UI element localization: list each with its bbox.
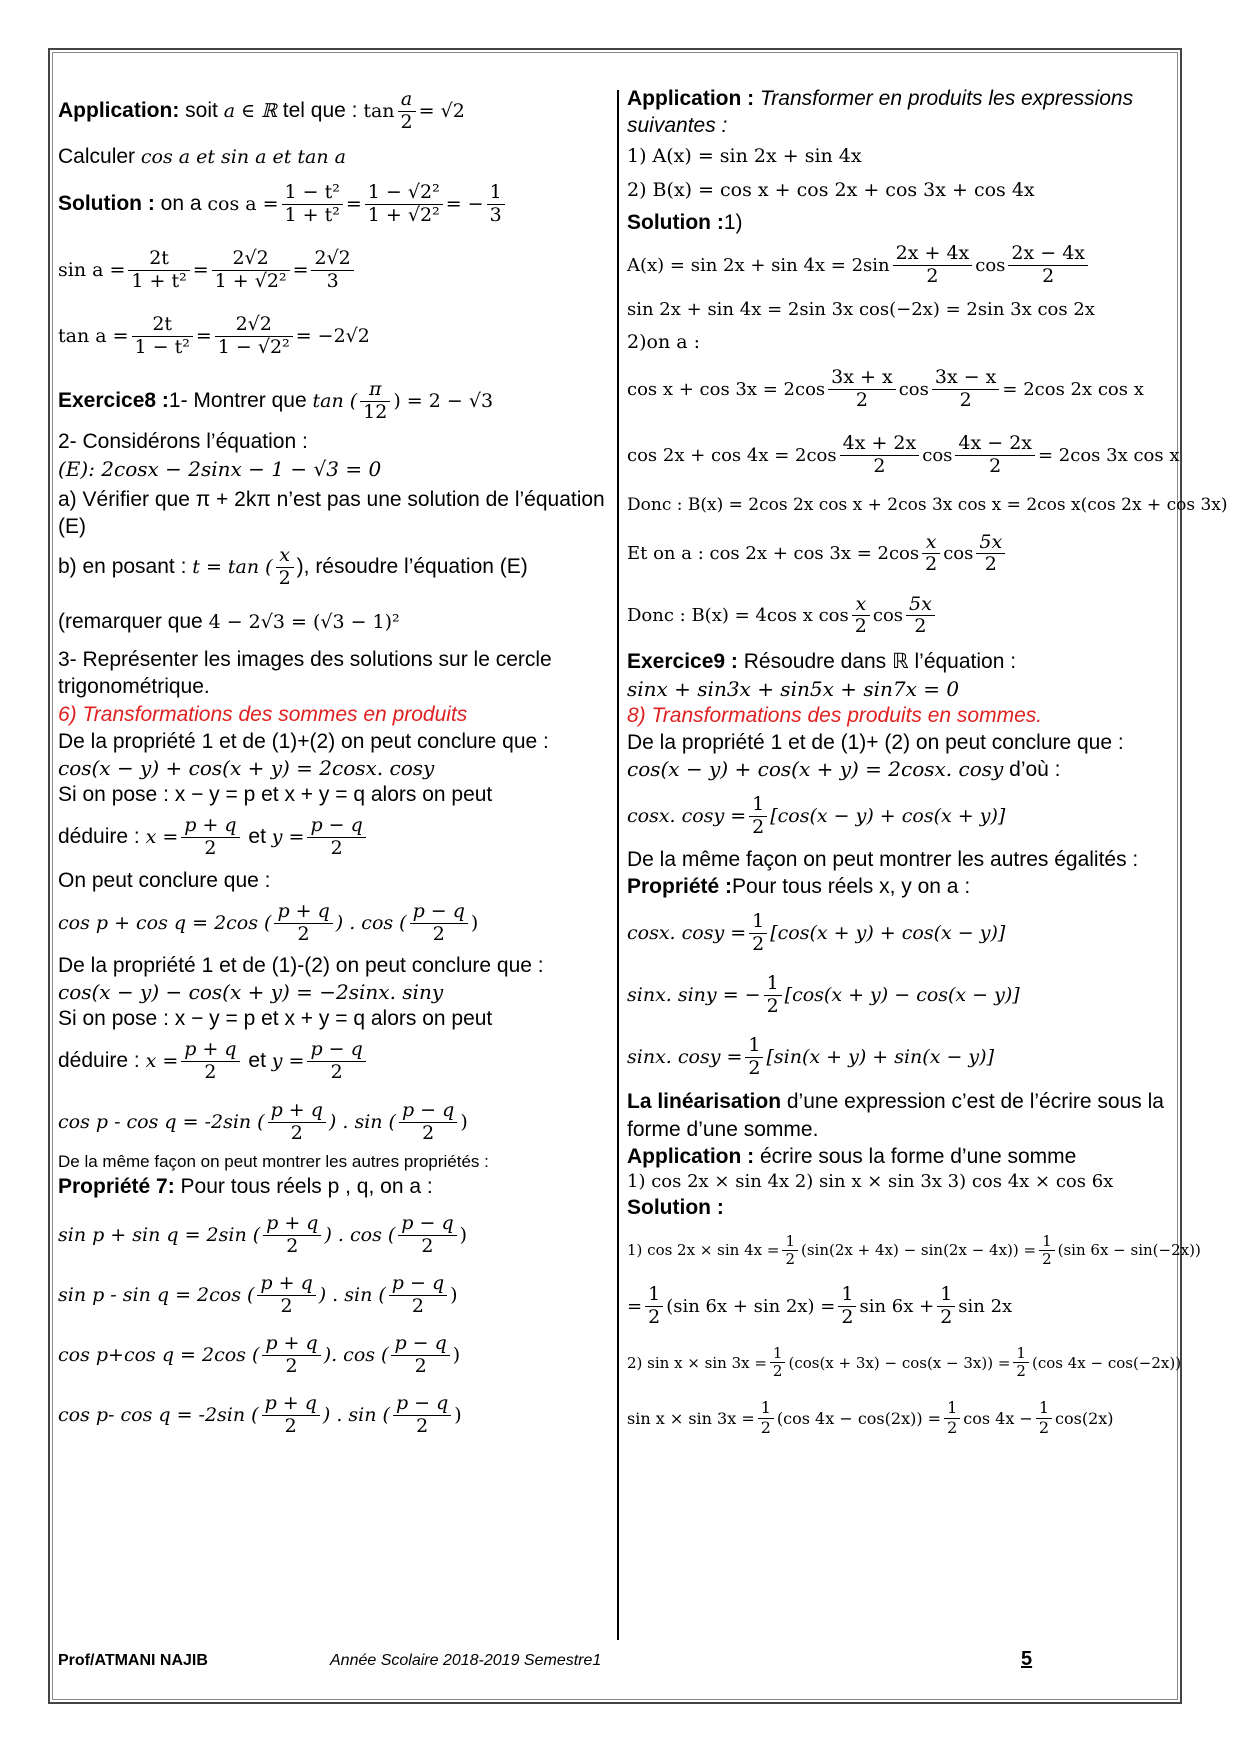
property-eq-1: cos(x − y) + cos(x + y) = 2cosx. cosy: [58, 756, 435, 781]
substitution-text-1: Si on pose : x − y = p et x + y = q alors on peut: [58, 783, 493, 807]
formula-cos-diff: cos p - cos q = -2sin ( $\frac{p + q}{2}$ ) . sin ( $\frac{p - q}{2}$ ): [58, 1098, 468, 1144]
solution-b2: cos 2x + cos 4x = 2cos $\frac{4x + 2x}{2}$ cos $\frac{4x - 2x}{2}$ = 2cos 3x cos x: [627, 432, 1180, 478]
solution-b-intro: 2)on a :: [627, 330, 700, 353]
section-8-title: 8) Transformations des produits en sommes.: [627, 703, 1043, 727]
exercise8-part2: 2- Considérons l’équation :: [58, 430, 308, 454]
exercise9-title: Exercice9 : Résoudre dans ℝ l’équation :: [627, 650, 1017, 674]
product-text-1: De la propriété 1 et de (1)+ (2) on peut conclure que :: [627, 731, 1124, 755]
substitution-text-2: Si on pose : x − y = p et x + y = q alors on peut: [58, 1007, 493, 1031]
application-statement: Application: soit a ∈ ℝ tel que : tan $\frac{a}{2}$ = √2: [58, 88, 465, 133]
exercise8-equation: (E): 2cosx − 2sinx − 1 − √3 = 0: [58, 456, 382, 481]
lin-solution-1b: = $\frac{1}{2}$ (sin 6x + sin 2x) = $\frac{1}{2}$ sin 6x + $\frac{1}{2}$ sin 2x: [627, 1282, 1013, 1328]
formula-cosxcosy: cosx. cosy = $\frac{1}{2}$ [cos(x + y) + cos(x − y)]: [627, 910, 1006, 956]
formula-sinxcosy: sinx. cosy = $\frac{1}{2}$ [sin(x + y) + sin(x − y)]: [627, 1034, 994, 1080]
linearisation-definition: La linéarisation d’une expression c’est de l’écrire sous la forme d’une somme.: [627, 1090, 1164, 1141]
section-6-title: 6) Transformations des sommes en produits: [58, 702, 468, 726]
exercise8-part-b: b) en posant : t = tan ( $\frac{x}{2}$ ), résoudre l’équation (E): [58, 544, 528, 590]
same-way-text: De la même façon on peut montrer les autres propriétés :: [58, 1151, 489, 1171]
expr-1: 1) A(x) = sin 2x + sin 4x: [627, 144, 862, 167]
deduce-line-1: déduire : x = $\frac{p + q}{2}$ et y = $\frac{p - q}{2}$: [58, 809, 608, 865]
formula-sin-sum: sin p + sin q = 2sin ( $\frac{p + q}{2}$ ) . cos ( $\frac{p - q}{2}$ ): [58, 1212, 468, 1257]
property-text-2: De la propriété 1 et de (1)-(2) on peut conclure que :: [58, 953, 544, 977]
product-eq-2: cosx. cosy = $\frac{1}{2}$ [cos(x − y) + cos(x + y)]: [627, 792, 1006, 838]
solution-title: Solution :1): [627, 210, 743, 234]
product-eq-1: cos(x − y) + cos(x + y) = 2cosx. cosy d’où :: [627, 757, 1061, 782]
deduce-line-2: déduire : x = $\frac{p + q}{2}$ et y = $\frac{p - q}{2}$: [58, 1033, 608, 1089]
solution-2-title: Solution :: [627, 1195, 724, 1219]
solution-b4: Et on a : cos 2x + cos 3x = 2cos $\frac{x}{2}$ cos $\frac{5x}{2}$: [627, 524, 1175, 582]
solution-tan: tan a = $\frac{2t}{\text{1 − t²}}$ = $\frac{2√2}{\text{1 − √2²}}$ = −2√2: [58, 313, 370, 359]
lin-solution-2: 2) sin x × sin 3x = $\frac{1}{2}$ (cos(x + 3x) − cos(x − 3x)) = $\frac{1}{2}$ (cos 4x − cos(−2x)): [627, 1343, 1182, 1380]
solution-b5: Donc : B(x) = 4cos x cos $\frac{x}{2}$ cos $\frac{5x}{2}$: [627, 586, 1175, 644]
calculate-line: Calculer cos a et sin a et tan a: [58, 145, 346, 168]
conclude-text: On peut conclure que :: [58, 868, 271, 892]
formula-sin-diff: sin p - sin q = 2cos ( $\frac{p + q}{2}$ ) . sin ( $\frac{p - q}{2}$ ): [58, 1272, 458, 1317]
footer-author: Prof/ATMANI NAJIB: [58, 1652, 208, 1669]
right-column: [627, 85, 1228, 1445]
solution-b1: cos x + cos 3x = 2cos $\frac{3x + x}{2}$ cos $\frac{3x - x}{2}$ = 2cos 2x cos x: [627, 366, 1144, 412]
exercise8-title: Exercice8 :1- Montrer que tan ( $\frac{\pi}{12}$ ) = 2 − √3: [58, 378, 494, 424]
solution-cos: Solution : on a cos a = $\frac{\text{1 − t²}}{\text{1 + t²}}$ = $\frac{\text{1 − √2²}}{\text{1 + √2²}}$ = − $\frac{1}{3}$: [58, 174, 608, 234]
exercise8-remark: (remarquer que 4 − 2√3 = (√3 − 1)²: [58, 610, 400, 634]
footer-school-year: Année Scolaire 2018-2019 Semestre1: [330, 1652, 602, 1669]
formula-cos-diff-2: cos p- cos q = -2sin ( $\frac{p + q}{2}$ ) . sin ( $\frac{p - q}{2}$ ): [58, 1392, 462, 1437]
property-eq-2: cos(x − y) − cos(x + y) = −2sinx. siny: [58, 980, 444, 1005]
formula-cos-sum: cos p + cos q = 2cos ( $\frac{p + q}{2}$ ) . cos ( $\frac{p - q}{2}$ ): [58, 900, 479, 945]
property-7-title: Propriété 7: Pour tous réels p , q, on a :: [58, 1174, 433, 1198]
solution-a: A(x) = sin 2x + sin 4x = 2sin $\frac{2x + 4x}{2}$ cos $\frac{2x - 4x}{2}$: [627, 236, 1175, 294]
exercise8-part-a: a) Vérifier que π + 2kπ n’est pas une solution de l’équation (E): [58, 487, 605, 538]
application-transform: Application : Transformer en produits les expressions suivantes :: [627, 87, 1134, 138]
lin-solution-1: 1) cos 2x × sin 4x = $\frac{1}{2}$ (sin(2x + 4x) − sin(2x − 4x)) = $\frac{1}{2}$ (sin 6x − sin(−2x)): [627, 1231, 1201, 1269]
column-divider: [617, 90, 619, 1640]
formula-sinxsiny: sinx. siny = − $\frac{1}{2}$ [cos(x + y) − cos(x − y)]: [627, 972, 1020, 1018]
application-label: Application:: [58, 99, 180, 122]
left-column: [58, 85, 608, 1444]
solution-b3: Donc : B(x) = 2cos 2x cos x + 2cos 3x cos x = 2cos x(cos 2x + cos 3x): [627, 495, 1228, 516]
formula-cos-sum-2: cos p+cos q = 2cos ( $\frac{p + q}{2}$ ). cos ( $\frac{p - q}{2}$ ): [58, 1332, 461, 1377]
expr-2: 2) B(x) = cos x + cos 2x + cos 3x + cos 4x: [627, 179, 1035, 202]
exercise8-part3: 3- Représenter les images des solutions sur le cercle trigonométrique.: [58, 648, 552, 699]
solution-sin: sin a = $\frac{2t}{\text{1 + t²}}$ = $\frac{2√2}{\text{1 + √2²}}$ = $\frac{2√2}{3}$: [58, 240, 608, 300]
property-text-1: De la propriété 1 et de (1)+(2) on peut conclure que :: [58, 730, 549, 754]
page-number: 5: [1021, 1648, 1033, 1670]
solution-a2: sin 2x + sin 4x = 2sin 3x cos(−2x) = 2sin 3x cos 2x: [627, 299, 1095, 321]
lin-solution-2b: sin x × sin 3x = $\frac{1}{2}$ (cos 4x − cos(2x)) = $\frac{1}{2}$ cos 4x − $\frac{1}{2}$ cos(2x): [627, 1398, 1114, 1437]
property-title: Propriété :Pour tous réels x, y on a :: [627, 874, 971, 898]
application-2-items: 1) cos 2x × sin 4x 2) sin x × sin 3x 3) cos 4x × cos 6x: [627, 1171, 1114, 1193]
exercise9-equation: sinx + sin3x + sin5x + sin7x = 0: [627, 676, 960, 701]
same-way-right: De la même façon on peut montrer les autres égalités :: [627, 847, 1139, 871]
application-2-title: Application : écrire sous la forme d’une somme: [627, 1144, 1077, 1168]
